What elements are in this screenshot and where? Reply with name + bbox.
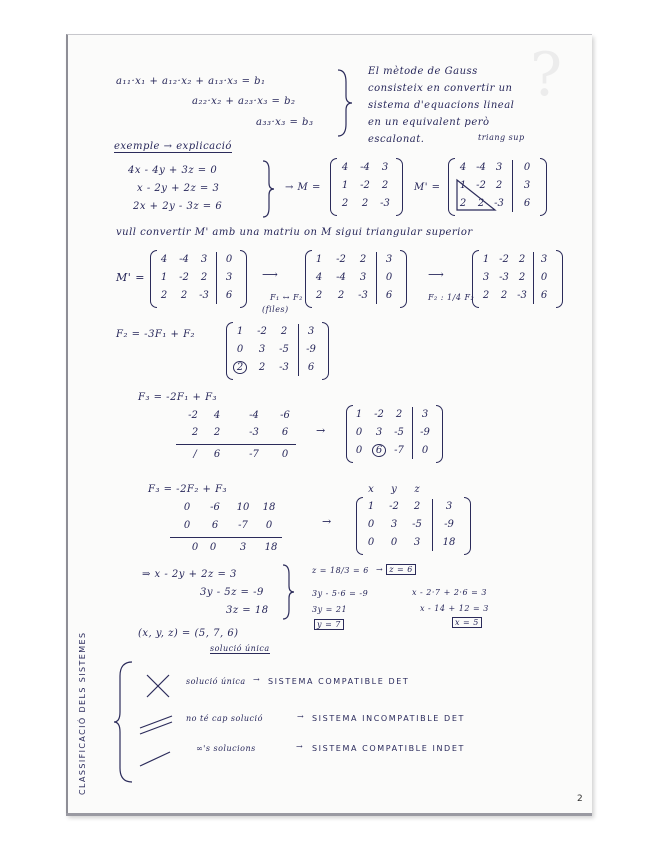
matrix-cell: 4 bbox=[160, 254, 168, 265]
matrix-cell: 1 bbox=[236, 326, 244, 337]
matrix-cell: 3 bbox=[540, 254, 548, 265]
matrix-cell: 4 bbox=[315, 272, 323, 283]
x-calc-2: x - 14 + 12 = 3 bbox=[420, 604, 489, 613]
y-calc-2: 3y = 21 bbox=[312, 605, 348, 614]
matrix-cell: -9 bbox=[444, 519, 454, 530]
step1-label: M' = bbox=[116, 271, 146, 284]
working-cell: / bbox=[193, 449, 197, 460]
x-result: x = 5 bbox=[452, 617, 482, 628]
coincident-line-icon bbox=[138, 750, 172, 768]
matrix-cell: 2 bbox=[395, 409, 403, 420]
intro-eq-2: a₂₂·x₂ + a₂₃·x₃ = b₂ bbox=[192, 96, 296, 107]
matrix-cell: 6 bbox=[523, 198, 531, 209]
example-eq-3: 2x + 2y - 3z = 6 bbox=[133, 201, 223, 212]
y-result: y = 7 bbox=[314, 619, 344, 630]
matrix-cell: -5 bbox=[412, 519, 422, 530]
matrix-cell: 3 bbox=[495, 162, 503, 173]
matrix-cell: 3 bbox=[523, 180, 531, 191]
matrix-cell: 0 bbox=[355, 427, 363, 438]
matrix-cell: 3 bbox=[225, 272, 233, 283]
example-eq-2: x - 2y + 2z = 3 bbox=[137, 183, 220, 194]
augment-bar bbox=[298, 324, 299, 376]
matrix-cell: 1 bbox=[367, 501, 375, 512]
matrix-cell: 2 bbox=[341, 198, 349, 209]
sum-line bbox=[176, 444, 296, 445]
bracket-right bbox=[400, 250, 407, 308]
arrow-icon: → bbox=[322, 515, 332, 528]
matrix-cell: -4 bbox=[336, 272, 346, 283]
matrix-cell: 3 bbox=[421, 409, 429, 420]
class-item-1-result: SISTEMA COMPATIBLE DET bbox=[268, 677, 410, 686]
matrix-cell: -2 bbox=[389, 501, 399, 512]
page-edge bbox=[66, 813, 592, 816]
matrix-cell: 6 bbox=[307, 362, 315, 373]
working-cell: 0 bbox=[281, 449, 289, 460]
augment-bar bbox=[412, 407, 413, 459]
matrix-cell: 2 bbox=[337, 290, 345, 301]
matrix-cell: 3 bbox=[359, 272, 367, 283]
step2-op: F₂ = -3F₁ + F₂ bbox=[116, 329, 196, 340]
matrix-cell: 2 bbox=[477, 198, 485, 209]
matrix-cell: 3 bbox=[375, 427, 383, 438]
matrix-cell: 1 bbox=[482, 254, 490, 265]
arrow-icon: → bbox=[296, 742, 304, 751]
matrix-cell: 4 bbox=[459, 162, 467, 173]
note-line-2: consisteix en convertir un bbox=[368, 83, 513, 94]
y-calc-1: 3y - 5·6 = -9 bbox=[312, 589, 369, 598]
matrix-cell: 0 bbox=[367, 537, 375, 548]
matrix-cell: -2 bbox=[499, 254, 509, 265]
matrix-cell: -2 bbox=[336, 254, 346, 265]
working-cell: 4 bbox=[213, 410, 221, 421]
matrix-cell: 0 bbox=[367, 519, 375, 530]
note-line-5: escalonat. bbox=[368, 134, 425, 145]
matrix-cell: 2 bbox=[381, 180, 389, 191]
matrix-cell: -3 bbox=[358, 290, 368, 301]
matrix-cell: 4 bbox=[341, 162, 349, 173]
bracket-right bbox=[396, 158, 403, 216]
working-cell: 0 bbox=[209, 542, 217, 553]
step1-op2: F₂ : 1/4 F₂ bbox=[428, 293, 475, 302]
matrix-cell: 1 bbox=[315, 254, 323, 265]
working-cell: 10 bbox=[236, 502, 250, 513]
matrix-cell: 2 bbox=[258, 362, 266, 373]
example-heading: exemple → explicació bbox=[114, 141, 232, 152]
matrix-cell: 1 bbox=[459, 180, 467, 191]
matrix-cell: 2 bbox=[180, 290, 188, 301]
working-cell: 6 bbox=[213, 449, 221, 460]
matrix-cell: 6 bbox=[385, 290, 393, 301]
matrix-cell: -2 bbox=[374, 409, 384, 420]
bracket-right bbox=[556, 250, 563, 308]
matrix-cell: 2 bbox=[500, 290, 508, 301]
matrix-cell: 1 bbox=[355, 409, 363, 420]
page-number: 2 bbox=[577, 794, 583, 804]
matrix-cell: -4 bbox=[179, 254, 189, 265]
matrix-cell: -2 bbox=[179, 272, 189, 283]
arrow-M-label: → M = bbox=[285, 182, 321, 193]
matrix-cell: 0 bbox=[540, 272, 548, 283]
matrix-cell: 3 bbox=[307, 326, 315, 337]
matrix-cell: -3 bbox=[499, 272, 509, 283]
working-cell: 3 bbox=[239, 542, 247, 553]
matrix-cell: 6 bbox=[540, 290, 548, 301]
matrix-cell: 0 bbox=[385, 272, 393, 283]
matrix-cell: -3 bbox=[279, 362, 289, 373]
augment-bar bbox=[216, 252, 217, 304]
matrix-cell: 3 bbox=[385, 254, 393, 265]
augment-bar bbox=[533, 252, 534, 304]
class-item-1-text: solució única bbox=[186, 677, 246, 686]
matrix-cell: 2 bbox=[495, 180, 503, 191]
example-eq-1: 4x - 4y + 3z = 0 bbox=[128, 165, 218, 176]
matrix-cell: 1 bbox=[341, 180, 349, 191]
note-line-4: en un equivalent però bbox=[368, 117, 490, 128]
class-item-2-text: no té cap solució bbox=[186, 714, 263, 723]
solution-note: solució única bbox=[210, 644, 270, 653]
working-cell: 0 bbox=[191, 542, 199, 553]
matrix-cell: 2 bbox=[413, 501, 421, 512]
var-label-z: z bbox=[414, 484, 420, 495]
step3-op: F₃ = -2F₁ + F₃ bbox=[138, 392, 218, 403]
matrix-cell bbox=[370, 445, 388, 456]
matrix-cell: 2 bbox=[315, 290, 323, 301]
working-cell: 0 bbox=[183, 502, 191, 513]
classification-bracket bbox=[112, 660, 134, 785]
z-result: z = 6 bbox=[386, 564, 416, 575]
x-result-box bbox=[452, 618, 482, 627]
arrow-icon: → bbox=[316, 424, 326, 437]
matrix-cell: 2 bbox=[359, 254, 367, 265]
matrix-cell: 2 bbox=[518, 254, 526, 265]
solve-eq-3: 3z = 18 bbox=[226, 605, 269, 616]
working-cell: 2 bbox=[213, 427, 221, 438]
working-cell: -4 bbox=[249, 410, 259, 421]
augment-bar bbox=[376, 252, 377, 304]
matrix-cell: 3 bbox=[381, 162, 389, 173]
intersecting-lines-icon bbox=[145, 673, 171, 699]
bracket-right bbox=[436, 405, 443, 463]
matrix-cell: -3 bbox=[517, 290, 527, 301]
step4-op: F₃ = -2F₂ + F₃ bbox=[148, 484, 228, 495]
classification-side-title: CLASSIFICACIÓ DELS SISTEMES bbox=[78, 631, 87, 795]
bracket-right bbox=[240, 250, 247, 308]
working-cell: -7 bbox=[238, 520, 248, 531]
augment-bar bbox=[432, 499, 433, 551]
matrix-cell: 18 bbox=[442, 537, 456, 548]
matrix-cell: 6 bbox=[225, 290, 233, 301]
matrix-cell: -3 bbox=[494, 198, 504, 209]
matrix-cell: 0 bbox=[421, 445, 429, 456]
arrow-icon: ⟶ bbox=[428, 268, 445, 281]
working-cell: -7 bbox=[249, 449, 259, 460]
matrix-cell: -9 bbox=[420, 427, 430, 438]
matrix-cell: 3 bbox=[390, 519, 398, 530]
matrix-cell: 2 bbox=[200, 272, 208, 283]
sum-line bbox=[170, 537, 282, 538]
solution: (x, y, z) = (5, 7, 6) bbox=[138, 628, 239, 639]
matrix-cell: -4 bbox=[360, 162, 370, 173]
working-cell: 6 bbox=[211, 520, 219, 531]
matrix-cell: 2 bbox=[361, 198, 369, 209]
matrix-cell: 2 bbox=[482, 290, 490, 301]
note-line-3: sistema d'equacions lineal bbox=[368, 100, 515, 111]
bleed-through-mark: ? bbox=[530, 40, 563, 110]
matrix-cell: -3 bbox=[199, 290, 209, 301]
matrix-cell: -7 bbox=[394, 445, 404, 456]
bracket-right bbox=[322, 322, 329, 380]
var-label-y: y bbox=[391, 484, 397, 495]
matrix-cell: 0 bbox=[355, 445, 363, 456]
intro-eq-1: a₁₁·x₁ + a₁₂·x₂ + a₁₃·x₃ = b₁ bbox=[116, 76, 266, 87]
matrix-cell: 2 bbox=[280, 326, 288, 337]
step1-op1-sub: (files) bbox=[262, 305, 289, 314]
matrix-cell: 1 bbox=[160, 272, 168, 283]
matrix-cell bbox=[231, 362, 249, 373]
matrix-cell: 3 bbox=[482, 272, 490, 283]
matrix-cell: 0 bbox=[523, 162, 531, 173]
class-item-3-text: ∞'s solucions bbox=[196, 744, 256, 753]
circled-pivot: 2 bbox=[233, 361, 247, 374]
augment-bar bbox=[512, 160, 513, 212]
matrix-cell: 3 bbox=[445, 501, 453, 512]
solve-brace bbox=[282, 564, 296, 620]
x-calc-1: x - 2·7 + 2·6 = 3 bbox=[412, 588, 487, 597]
y-result-box bbox=[314, 620, 344, 629]
parallel-lines-icon bbox=[138, 714, 174, 736]
matrix-cell: -2 bbox=[476, 180, 486, 191]
arrow-icon: → bbox=[253, 675, 261, 684]
working-cell: 18 bbox=[264, 542, 278, 553]
solve-eq-2: 3y - 5z = -9 bbox=[200, 587, 264, 598]
bracket-right bbox=[464, 497, 471, 555]
matrix-cell: -3 bbox=[380, 198, 390, 209]
working-cell: 18 bbox=[262, 502, 276, 513]
arrow-icon: → bbox=[297, 712, 305, 721]
note-line-1: El mètode de Gauss bbox=[368, 66, 478, 77]
arrow-icon: ⟶ bbox=[262, 268, 279, 281]
bracket-right bbox=[540, 158, 547, 216]
working-cell: 6 bbox=[281, 427, 289, 438]
intro-brace bbox=[336, 68, 354, 138]
var-label-x: x bbox=[368, 484, 374, 495]
matrix-cell: -5 bbox=[394, 427, 404, 438]
working-cell: 0 bbox=[183, 520, 191, 531]
working-cell: -6 bbox=[210, 502, 220, 513]
matrix-cell: -4 bbox=[476, 162, 486, 173]
matrix-cell: -2 bbox=[360, 180, 370, 191]
intro-eq-3: a₃₃·x₃ = b₃ bbox=[256, 117, 314, 128]
working-cell: 2 bbox=[191, 427, 199, 438]
circled-pivot: 6 bbox=[372, 444, 386, 457]
z-result-box: → z = 6 bbox=[376, 565, 416, 574]
working-cell: -3 bbox=[249, 427, 259, 438]
matrix-cell: -9 bbox=[306, 344, 316, 355]
matrix-cell: 0 bbox=[225, 254, 233, 265]
matrix-cell: 3 bbox=[413, 537, 421, 548]
matrix-cell: 0 bbox=[390, 537, 398, 548]
class-item-2-result: SISTEMA INCOMPATIBLE DET bbox=[312, 714, 465, 723]
working-cell: -2 bbox=[188, 410, 198, 421]
note-tag: triang sup bbox=[478, 133, 525, 142]
solve-eq-1: ⇒ x - 2y + 2z = 3 bbox=[142, 569, 237, 580]
working-cell: -6 bbox=[280, 410, 290, 421]
matrix-cell: -5 bbox=[279, 344, 289, 355]
matrix-cell: -2 bbox=[257, 326, 267, 337]
matrix-cell: 3 bbox=[258, 344, 266, 355]
z-calc: z = 18/3 = 6 bbox=[312, 566, 369, 575]
class-item-3-result: SISTEMA COMPATIBLE INDET bbox=[312, 744, 465, 753]
matrix-cell: 0 bbox=[236, 344, 244, 355]
matrix-cell: 3 bbox=[200, 254, 208, 265]
matrix-cell: 2 bbox=[518, 272, 526, 283]
step-intro-text: vull convertir M' amb una matriu on M sigui triangular superior bbox=[116, 227, 473, 238]
step1-op1: F₁ ↔ F₂ bbox=[270, 293, 303, 302]
matrix-cell: 2 bbox=[160, 290, 168, 301]
Mprime-label: M' = bbox=[414, 182, 441, 193]
working-cell: 0 bbox=[265, 520, 273, 531]
matrix-cell: 2 bbox=[459, 198, 467, 209]
example-brace bbox=[262, 160, 276, 218]
